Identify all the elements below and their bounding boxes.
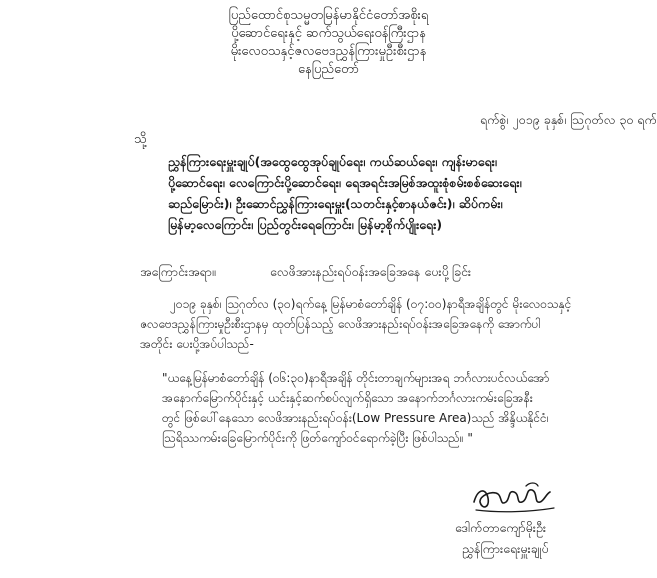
header-department: မိုးလေဝသနှင့်ဇလဗေဒညွှန်ကြားမှုဦးစီးဌာန (230, 44, 427, 59)
header-city: နေပြည်တော် (297, 62, 359, 77)
quote-line: တွင် ဖြစ်ပေါ်နေသော လေဖိအားနည်းရပ်ဝန်း(Low Pressure Area)သည် အိန္ဒိယနိုင်ငံ၊ (162, 411, 549, 425)
recipient-line: ပို့ဆောင်ရေး၊ လေကြောင်းပို့ဆောင်ရေး၊ ရေအရင်းအမြစ်အထူးစုံစမ်းစစ်ဆေးရေး၊ (168, 175, 522, 190)
signer-title: ညွှန်ကြားရေးမှူးချုပ် (462, 541, 549, 556)
subject-label: အကြောင်းအရာ။ (140, 264, 216, 279)
body-paragraph-line: အတိုင်း ပေးပို့အပ်ပါသည်- (140, 337, 254, 351)
body-paragraph-line: ၂၀၁၉ ခုနှစ်၊ ဩဂုတ်လ (၃၀)ရက်နေ့ မြန်မာစံတော်ချိန် (၀၇:၀၀)နာရီအချိန်တွင် မိုးလေဝသနှင့် (170, 297, 572, 311)
quote-line: အနောက်မြောက်ပိုင်းနှင့် ယင်းနှင့်ဆက်စပ်လျက်ရှိသော အနောက်ဘင်္ဂလားကမ်းခြေအနီး (162, 391, 533, 405)
header-ministry: ပို့ဆောင်ရေးနှင့် ဆက်သွယ်ရေးဝန်ကြီးဌာန (231, 26, 426, 41)
subject-text: လေဖိအားနည်းရပ်ဝန်းအခြေအနေ ပေးပို့ခြင်း (270, 264, 472, 279)
quote-line: "ယနေ့မြန်မာစံတော်ချိန် (၀၆:၃၀)နာရီအချိန် တိုင်းတာချက်များအရ ဘင်္ဂလားပင်လယ်အော် (162, 371, 550, 385)
recipient-line: ညွှန်ကြားရေးမှူးချုပ်(အထွေထွေအုပ်ချုပ်ရေး၊ ကယ်ဆယ်ရေး၊ ကျန်းမာရေး၊ (168, 154, 497, 169)
handwritten-signature (470, 480, 560, 516)
to-label: သို့ (134, 132, 147, 147)
signer-name: ဒေါက်တာကျော်မိုးဦး (455, 520, 547, 535)
body-paragraph-line: ဇလဗေဒညွှန်ကြားမှုဦးစီးဌာနမှ ထုတ်ပြန်သည့် လေဖိအားနည်းရပ်ဝန်းအခြေအနေကို အောက်ပါ (140, 317, 541, 331)
letter-date: ရက်စွဲ၊ ၂၀၁၉ ခုနှစ်၊ ဩဂုတ်လ ၃၀ ရက် (480, 112, 657, 127)
recipient-line: ဆည်မြောင်း)၊ ဦးဆောင်ညွှန်ကြားရေးမှူး(သတင်းနှင့်စာနယ်ဇင်း)၊ ဆိပ်ကမ်း၊ (168, 196, 503, 211)
recipient-line: မြန်မာ့လေကြောင်း၊ ပြည်တွင်းရေကြောင်း၊ မြန်မာ့စိုက်ပျိုးရေး) (168, 217, 443, 232)
header-government: ပြည်ထောင်စုသမ္မတမြန်မာနိုင်ငံတော်အစိုးရ (228, 8, 429, 23)
quote-line: ဩရိဿကမ်းခြေမြောက်ပိုင်းကို ဖြတ်ကျော်ဝင်ရောက်ခဲ့ပြီး ဖြစ်ပါသည်။ " (162, 431, 473, 445)
